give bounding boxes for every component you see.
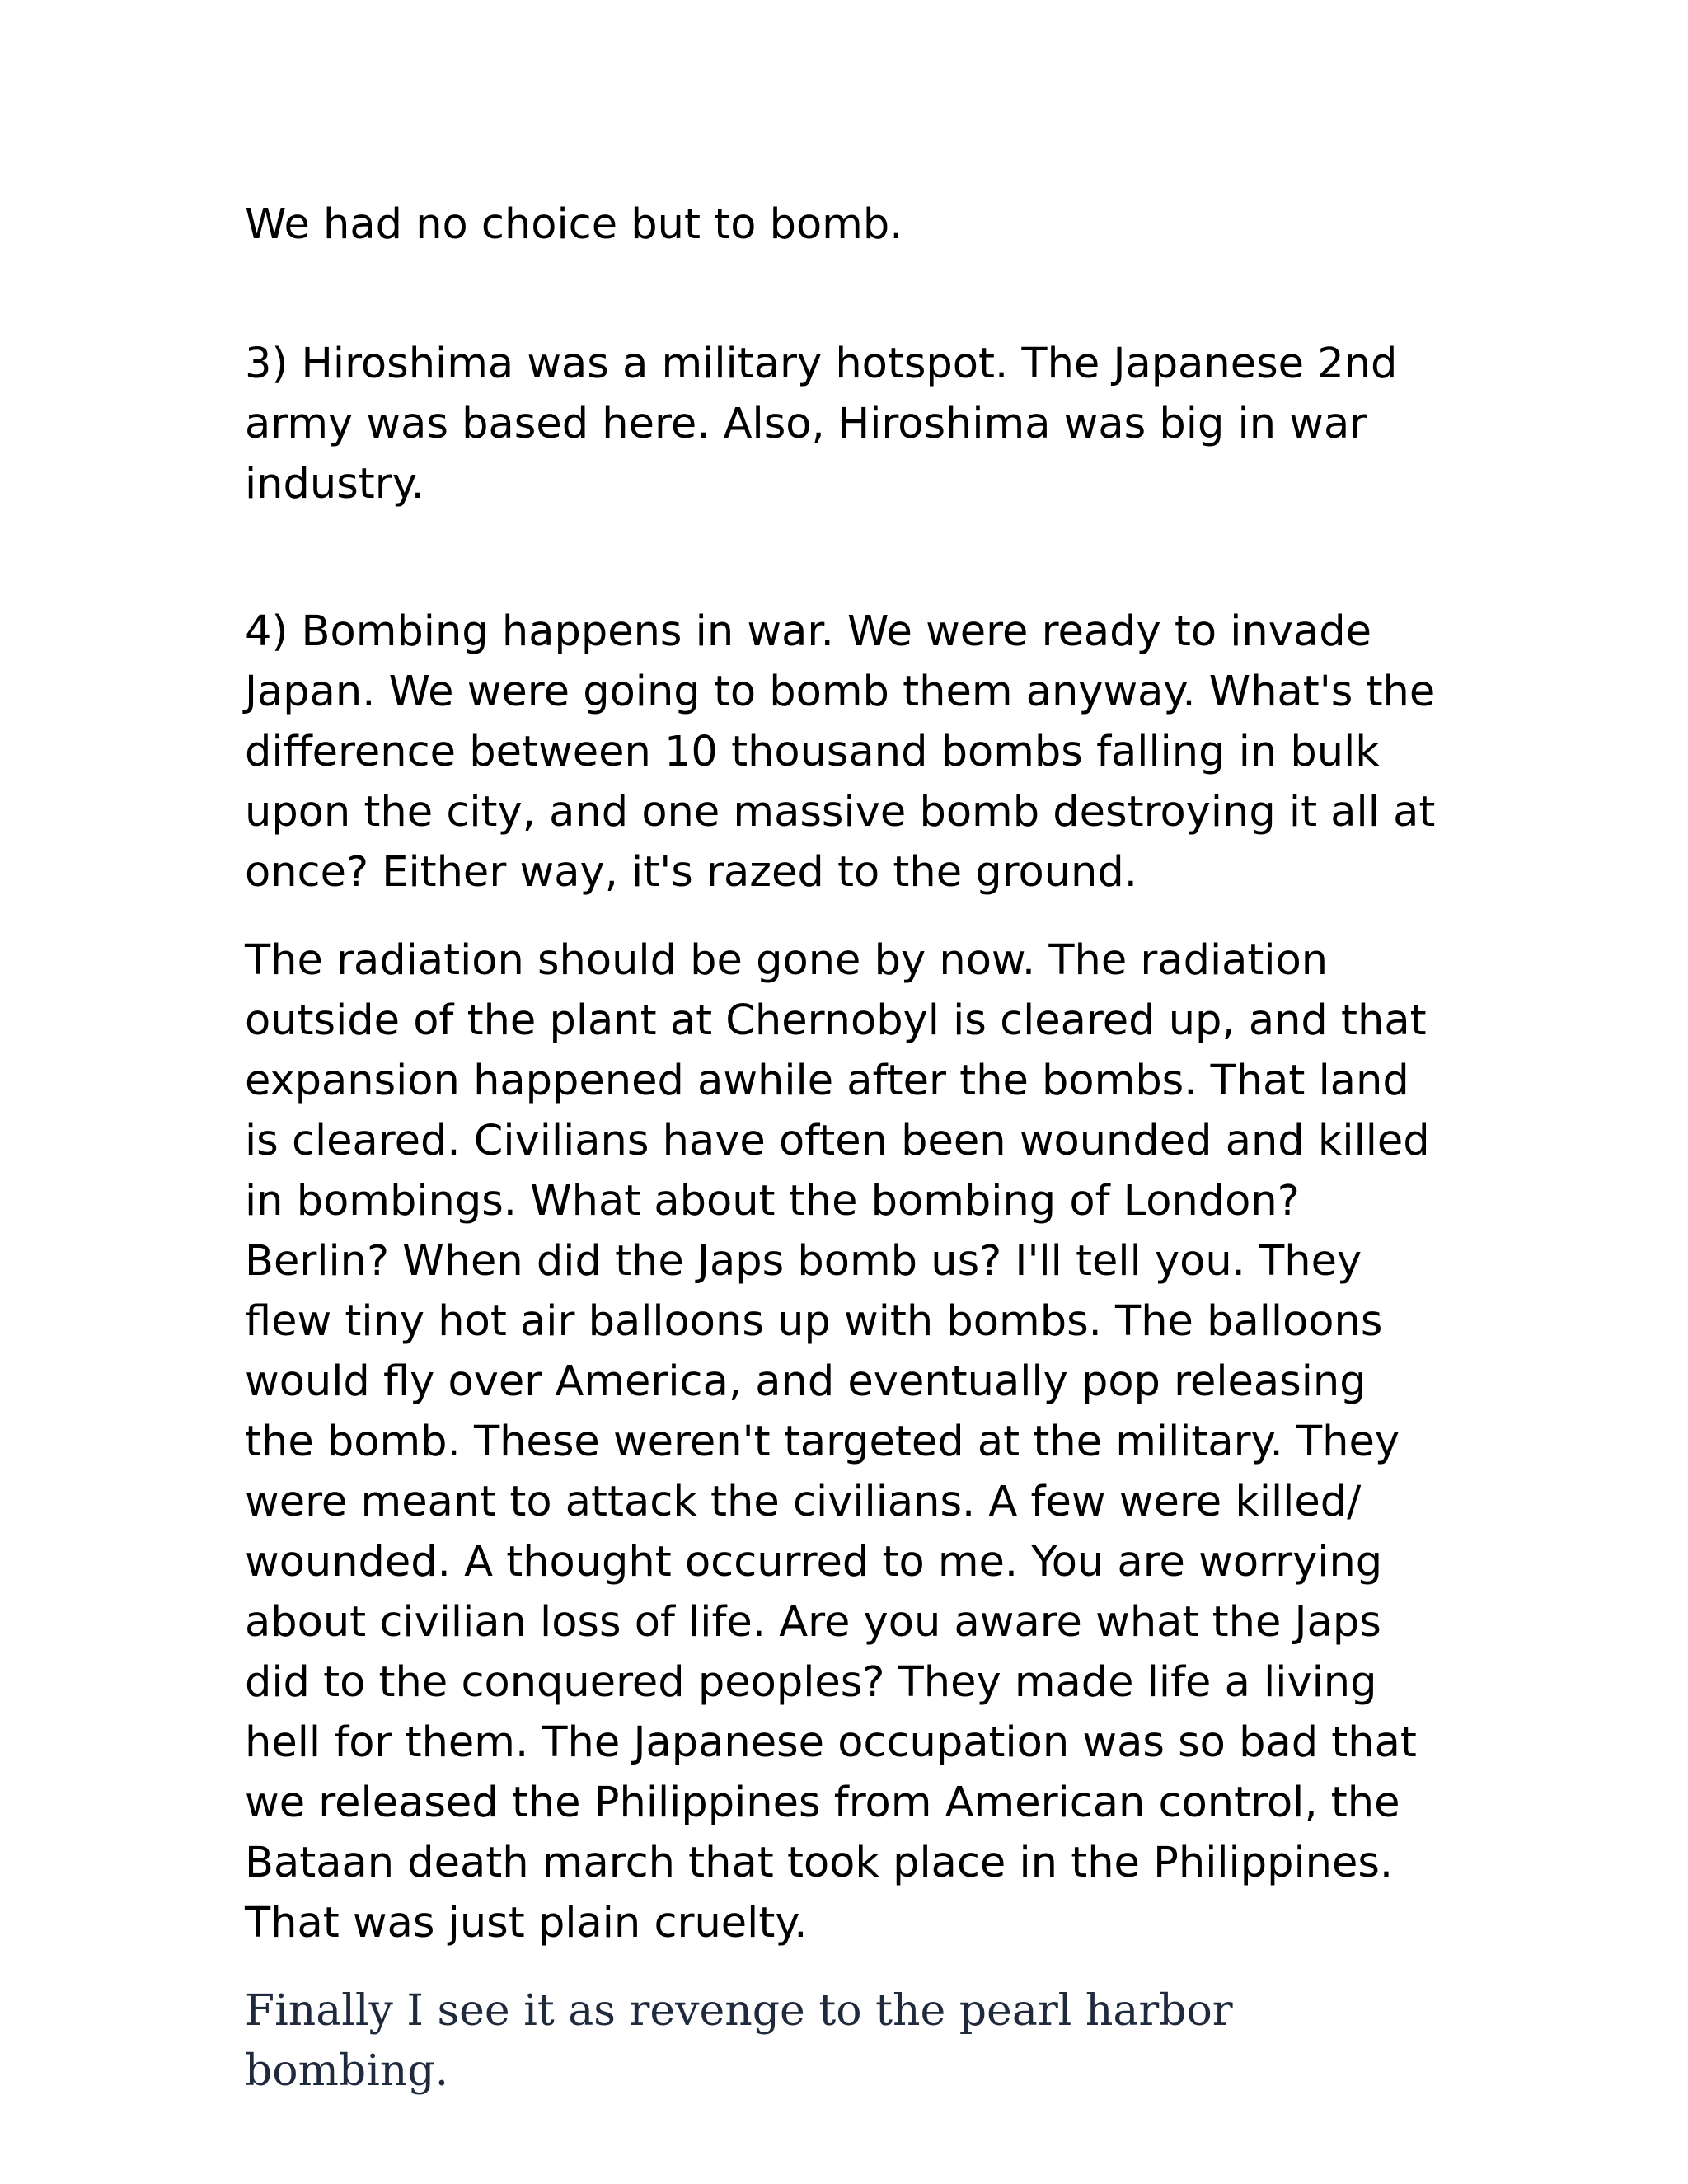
paragraph-no-choice: We had no choice but to bomb. — [245, 200, 903, 249]
paragraph-hiroshima-military: 3) Hiroshima was a military hotspot. The Japanese 2nd army was based here. Also, Hiroshima was big in war industry. — [245, 340, 1398, 509]
paragraph-bombing-in-war: 4) Bombing happens in war. We were ready to invade Japan. We were going to bomb them anyway. What's the difference between 10 thousand bombs falling in bulk upon the city, and one massive bomb destroying it all at once? Either way, it's razed to the ground. — [245, 607, 1436, 897]
paragraph-radiation-and-civilians: The radiation should be gone by now. The radiation outside of the plant at Chernobyl is cleared up, and that expansion happened awhile after the bombs. That land is cleared. Civilians have often been wounded and killed in bombings. What about the bombing of London? Berlin? When did the Japs bomb us? I'll tell you. They flew tiny hot air balloons up with bombs. The balloons would fly over America, and eventually pop releasing the bomb. These weren't targeted at the military. They were meant to attack the civilians. A few were killed/ wounded. A thought occurred to me. You are worrying about civilian loss of life. Are you aware what the Japs did to the conquered peoples? They made life a living hell for them. The Japanese occupation was so bad that we released the Philippines from American control, the Bataan death march that took place in the Philippines. That was just plain cruelty. — [245, 936, 1430, 1947]
document-body — [245, 194, 1448, 2102]
paragraph-pearl-harbor-revenge: Finally I see it as revenge to the pearl harbor bombing. — [245, 1986, 1233, 2096]
